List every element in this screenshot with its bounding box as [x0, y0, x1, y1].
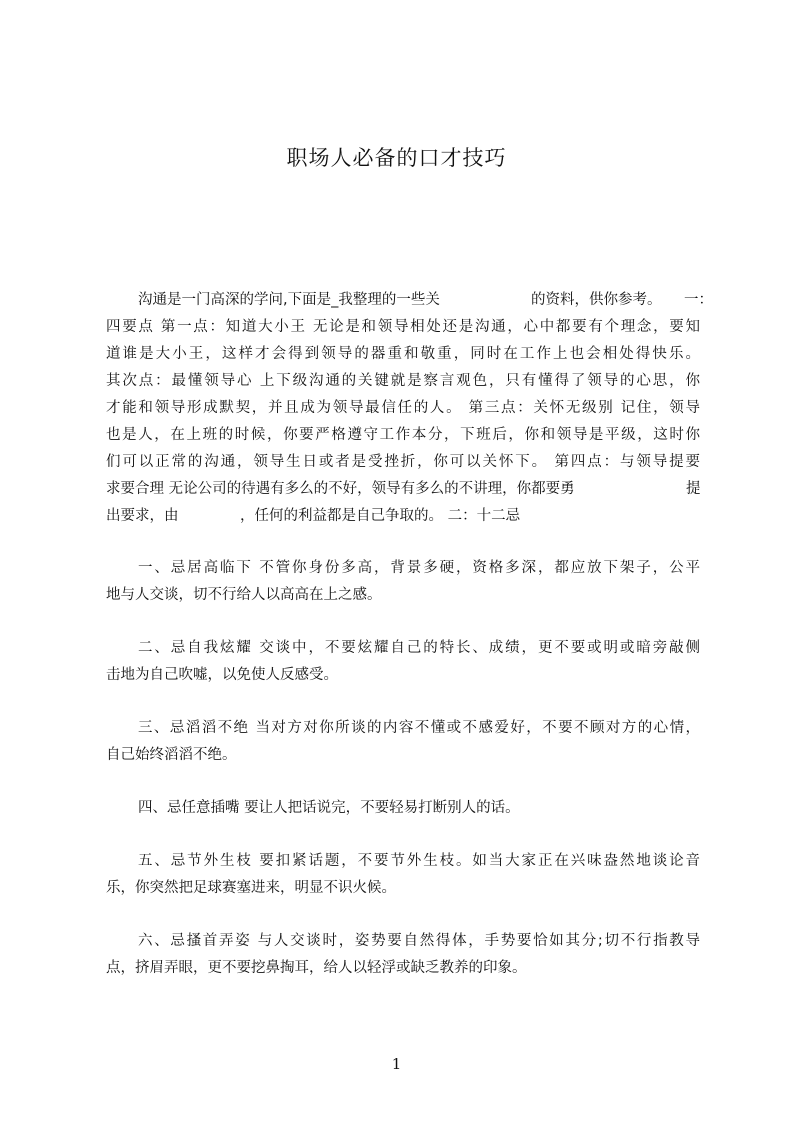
taboo-4-line-a: 四、忌任意插嘴 要让人把话说完，不要轻易打断别人的话。 [138, 800, 520, 816]
taboo-3-line-b: 自己始终滔滔不绝。 [106, 747, 237, 763]
taboo-3-line-a: 三、忌滔滔不绝 当对方对你所谈的内容不懂或不感爱好，不要不顾对方的心情， [138, 720, 700, 736]
intro-line-4: 其次点：最懂领导心 上下级沟通的关键就是察言观色，只有懂得了领导的心思，你 [106, 373, 700, 389]
taboo-2-line-a: 二、忌自我炫耀 交谈中，不要炫耀自己的特长、成绩，更不要或明或暗旁敲侧 [138, 640, 700, 656]
intro-line-7: 们可以正常的沟通，领导生日或者是受挫折，你可以关怀下。 第四点：与领导提要 [106, 454, 700, 470]
intro-line-5: 才能和领导形成默契，并且成为领导最信任的人。 第三点：关怀无级别 记住，领导 [106, 400, 700, 416]
document-title: 职场人必备的口才技巧 [286, 146, 507, 170]
intro-line-1b: 的资料，供你参考。 [531, 292, 662, 308]
intro-line-9b: ，任何的利益都是自己争取的。 二：十二忌 [240, 508, 521, 524]
taboo-6-line-b: 点，挤眉弄眼，更不要挖鼻掏耳，给人以轻浮或缺乏教养的印象。 [106, 960, 527, 976]
intro-line-8a: 求要合理 无论公司的待遇有多么的不好，领导有多么的不讲理，你都要勇 [106, 481, 575, 497]
intro-line-9a: 出要求，由 [106, 508, 179, 524]
taboo-5-line-a: 五、忌节外生枝 要扣紧话题，不要节外生枝。如当大家正在兴味盎然地谈论音 [138, 853, 700, 869]
intro-line-1c: 一： [684, 292, 713, 308]
taboo-1-line-b: 地与人交谈，切不行给人以高高在上之感。 [106, 587, 382, 603]
taboo-2-line-b: 击地为自己吹嘘，以免使人反感受。 [106, 667, 338, 683]
taboo-1-line-a: 一、忌居高临下 不管你身份多高，背景多硬，资格多深，都应放下架子，公平 [138, 560, 700, 576]
taboo-6-line-a: 六、忌搔首弄姿 与人交谈时，姿势要自然得体，手势要恰如其分;切不行指教导 [138, 933, 700, 949]
taboo-5-line-b: 乐，你突然把足球赛塞进来，明显不识火候。 [106, 880, 396, 896]
intro-line-2: 四要点 第一点：知道大小王 无论是和领导相处还是沟通，心中都要有个理念，要知 [106, 319, 700, 335]
intro-line-1a: 沟通是一门高深的学问,下面是_我整理的一些关 [138, 292, 440, 308]
intro-line-6: 也是人，在上班的时候，你要严格遵守工作本分，下班后，你和领导是平级，这时你 [106, 427, 700, 443]
intro-line-8b: 提 [686, 481, 701, 497]
page-number: 1 [391, 1055, 402, 1073]
intro-line-3: 道谁是大小王，这样才会得到领导的器重和敬重，同时在工作上也会相处得快乐。 [106, 346, 700, 362]
